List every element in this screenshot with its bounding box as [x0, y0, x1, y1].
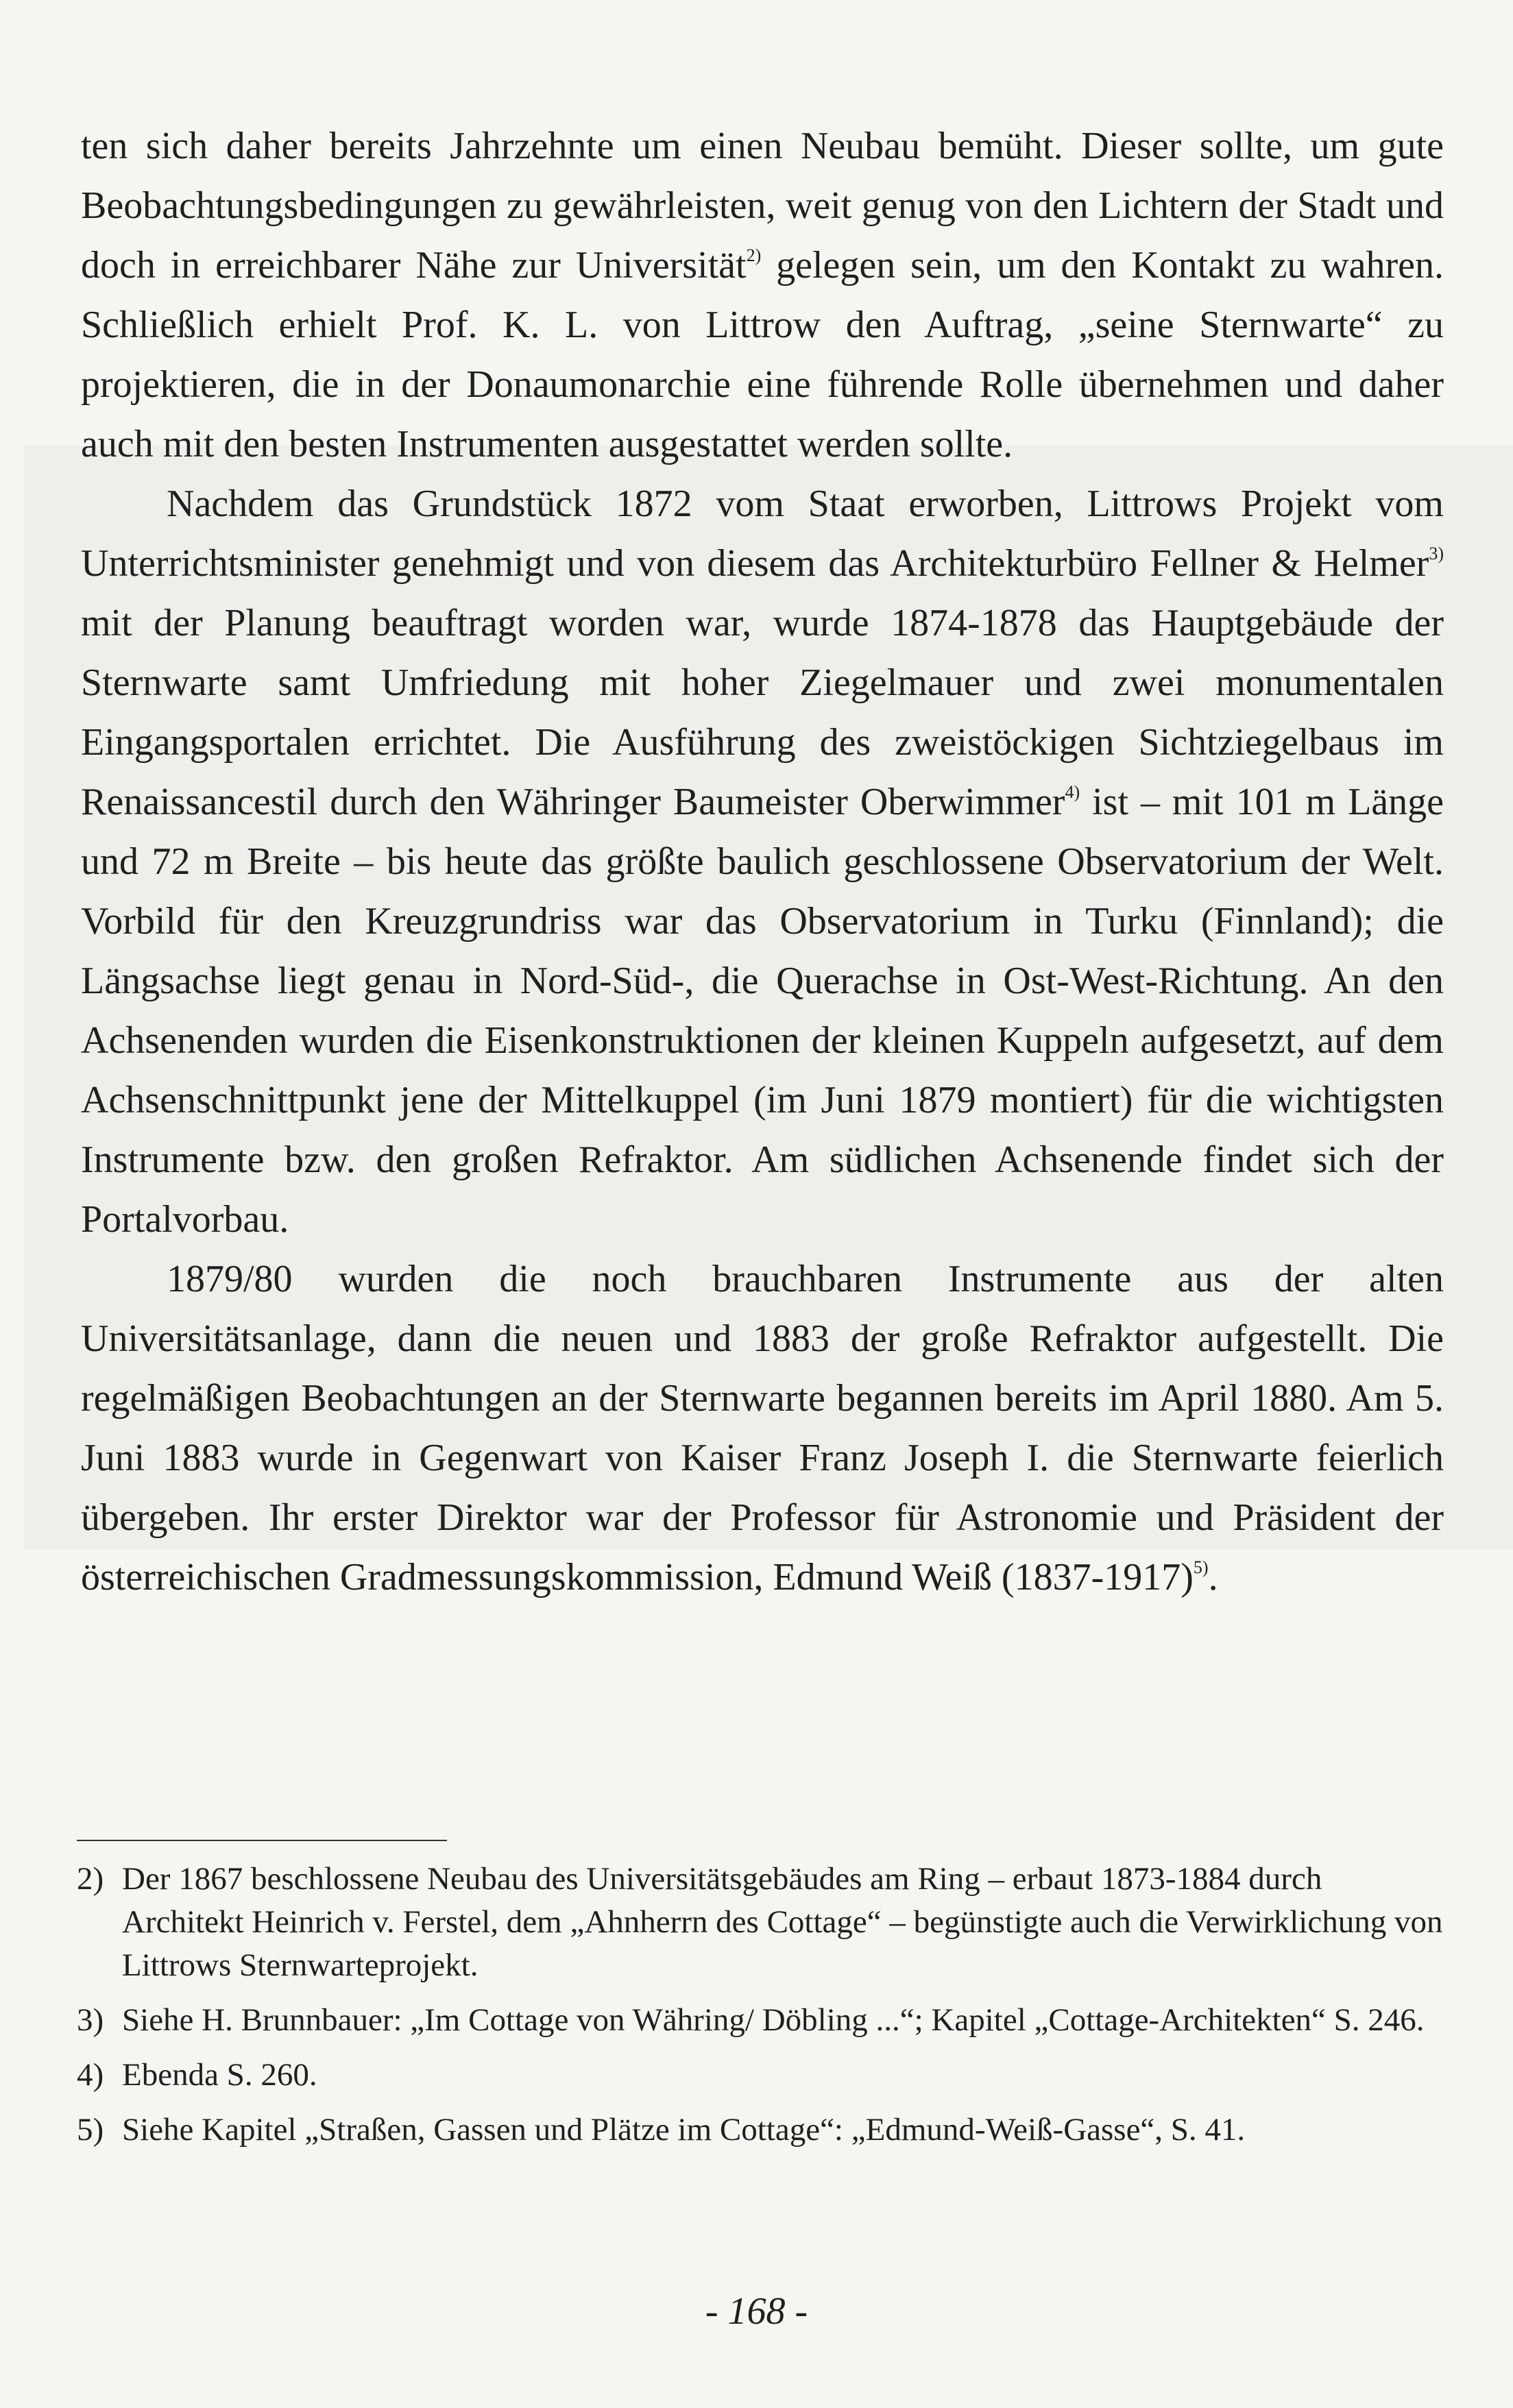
page-number: - 168 - — [705, 2290, 808, 2333]
footnote-number: 2) — [77, 1861, 104, 1897]
footnote — [77, 2054, 1444, 2097]
footnote-text: Der 1867 beschlossene Neubau des Universitätsgebäudes am Ring – erbaut 1873-1884 durch Architekt Heinrich v. Ferstel, dem „Ahnherrn des Cottage“ – begünstigte auch die Verwirklichung von Littrows Sternwarteprojekt. — [122, 1861, 1443, 1983]
paragraph-text: gelegen sein, um den Kontakt zu wahren. Schließlich erhielt Prof. K. L. von Littrow den Auftrag, „seine Sternwarte“ zu projektieren, die in der Donaumonarchie eine führende Rolle übernehmen und daher auch mit den besten Instrumenten ausgestattet werden sollte. — [81, 244, 1444, 465]
footnote-reference: 3) — [1429, 544, 1444, 563]
paragraph-text: 1879/80 wurden die noch brauchbaren Instrumente aus der alten Universitätsanlage, dann die neuen und 1883 der große Refraktor aufgestellt. Die regelmäßigen Beobachtungen an der Sternwarte begannen bereits im April 1880. Am 5. Juni 1883 wurde in Gegenwart von Kaiser Franz Joseph I. die Sternwarte feierlich übergeben. Ihr erster Direktor war der Professor für Astronomie und Präsident der österreichischen Gradmessungskommission, Edmund Weiß (1837-1917) — [81, 1258, 1444, 1598]
paragraph — [81, 117, 1444, 474]
footnote — [77, 1999, 1444, 2042]
paragraph-text: mit der Planung beauftragt worden war, wurde 1874-1878 das Hauptgebäude der Sternwarte samt Umfriedung mit hoher Ziegelmauer und zwei monumentalen Eingangsportalen errichtet. Die Ausführung des zweistöckigen Sichtziegelbaus im Renaissancestil durch den Währinger Baumeister Oberwimmer — [81, 602, 1444, 823]
paragraph-text: . — [1208, 1556, 1218, 1598]
footnote-text: Siehe Kapitel „Straßen, Gassen und Plätze im Cottage“: „Edmund-Weiß-Gasse“, S. 41. — [122, 2112, 1246, 2148]
body-text — [81, 117, 1444, 1607]
footnote — [77, 2108, 1444, 2152]
footnote-reference: 5) — [1193, 1557, 1209, 1577]
footnote-reference: 4) — [1065, 782, 1080, 802]
paragraph — [81, 474, 1444, 1250]
paragraph-text: ist – mit 101 m Länge und 72 m Breite – bis heute das größte baulich geschlossene Observatorium der Welt. Vorbild für den Kreuzgrundriss war das Observatorium in Turku (Finnland); die Längsachse liegt genau in Nord-Süd-, die Querachse in Ost-West-Richtung. An den Achsenenden wurden die Eisenkonstruktionen der kleinen Kuppeln aufgesetzt, auf dem Achsenschnittpunkt jene der Mittelkuppel (im Juni 1879 montiert) für die wichtigsten Instrumente bzw. den großen Refraktor. Am südlichen Achsenende findet sich der Portalvorbau. — [81, 781, 1444, 1241]
footnote-text: Ebenda S. 260. — [122, 2057, 317, 2093]
footnote — [77, 1858, 1444, 1987]
paragraph-text: ten sich daher bereits Jahrzehnte um einen Neubau bemüht. Dieser sollte, um gute Beobachtungsbedingungen zu gewährleisten, weit genug von den Lichtern der Stadt und doch in erreichbarer Nähe zur Universität — [81, 125, 1444, 287]
paragraph — [81, 1250, 1444, 1607]
footnote-number: 4) — [77, 2057, 104, 2093]
footnote-divider — [77, 1840, 447, 1841]
footnote-number: 5) — [77, 2112, 104, 2148]
footnotes — [77, 1858, 1444, 2163]
footnote-number: 3) — [77, 2002, 104, 2038]
footnote-text: Siehe H. Brunnbauer: „Im Cottage von Währing/ Döbling ...“; Kapitel „Cottage-Architekten“ S. 246. — [122, 2002, 1425, 2038]
footnote-reference: 2) — [746, 245, 762, 265]
paragraph-text: Nachdem das Grundstück 1872 vom Staat erworben, Littrows Projekt vom Unterrichtsminister genehmigt und von diesem das Architekturbüro Fellner & Helmer — [81, 483, 1444, 585]
